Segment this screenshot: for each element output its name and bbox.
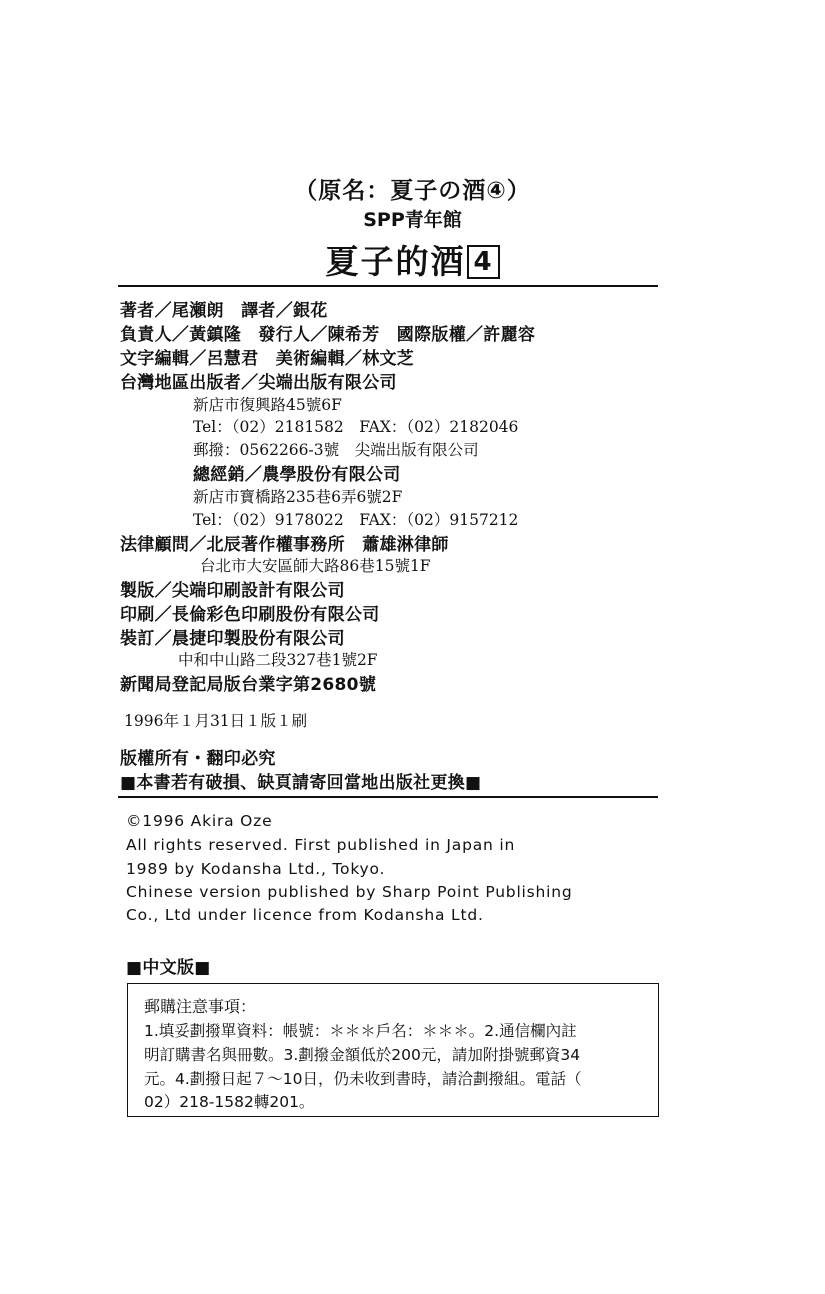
mail-order-line: 元。4.劃撥日起７～10日，仍未收到書時，請洽劃撥組。電話（ [144,1070,582,1088]
rights-reserved: 版權所有・翻印必究 [120,749,276,769]
edition-date: 1996年１月31日１版１刷 [124,712,308,730]
distributor-phone: Tel：（02）9178022 FAX：（02）9157212 [193,511,519,529]
mail-order-line: 02）218-1582轉201。 [144,1093,315,1111]
book-title: 夏子的酒 [325,242,466,281]
damage-notice: ■本書若有破損、缺頁請寄回當地出版社更換■ [120,773,482,793]
credit-managers: 負責人／黃鎮隆 發行人／陳希芳 國際版權／許麗容 [120,325,536,345]
imprint-label: SPP青年館 [363,209,462,231]
copyright-line: ©1996 Akira Oze [126,812,273,830]
credit-author-translator: 著者／尾瀬朗 譯者／銀花 [120,301,328,321]
legal-address: 台北市大安區師大路86巷15號1F [200,557,431,575]
credit-editors: 文字編輯／呂慧君 美術編輯／林文芝 [120,349,415,369]
legal-counsel: 法律顧問／北辰著作權事務所 蕭雄淋律師 [120,535,449,555]
copyright-publisher: 1989 by Kodansha Ltd., Tokyo. [126,860,386,878]
license-number: 新聞局登記局版台業字第2680號 [120,675,377,695]
distributor-address: 新店市寶橋路235巷6弄6號2F [193,488,403,506]
divider-middle [118,796,658,798]
mail-order-notice [127,983,659,1117]
credit-publisher: 台灣地區出版者／尖端出版有限公司 [120,373,397,393]
original-title: （原名：夏子の酒④） [294,178,531,204]
production-binding: 裝訂／晨捷印製股份有限公司 [120,629,345,649]
chinese-edition-label: ■中文版■ [126,958,211,978]
production-printing: 印刷／長倫彩色印刷股份有限公司 [120,605,380,625]
divider-top [118,285,658,287]
mail-order-title: 郵購注意事項： [144,997,257,1016]
mail-order-line: 1.填妥劃撥單資料：帳號：＊＊＊戶名：＊＊＊。2.通信欄內註 [144,1022,577,1040]
publisher-phone: Tel：（02）2181582 FAX：（02）2182046 [193,418,519,436]
publisher-address: 新店市復興路45號6F [193,396,342,414]
volume-number: 4 [467,245,499,279]
production-plate: 製版／尖端印刷設計有限公司 [120,581,345,601]
copyright-licence: Co., Ltd under licence from Kodansha Ltd. [126,906,484,924]
copyright-chinese-version: Chinese version published by Sharp Point Publishing [126,883,573,901]
distributor-label: 總經銷／農學股份有限公司 [193,465,401,485]
publisher-postal-account: 郵撥：0562266-3號 尖端出版有限公司 [193,441,479,459]
book-title-row [0,236,825,283]
mail-order-line: 明訂購書名與冊數。3.劃撥金額低於200元，請加附掛號郵資34 [144,1046,581,1064]
copyright-rights: All rights reserved. First published in Japan in [126,836,516,854]
binding-address: 中和中山路二段327巷1號2F [178,651,378,669]
